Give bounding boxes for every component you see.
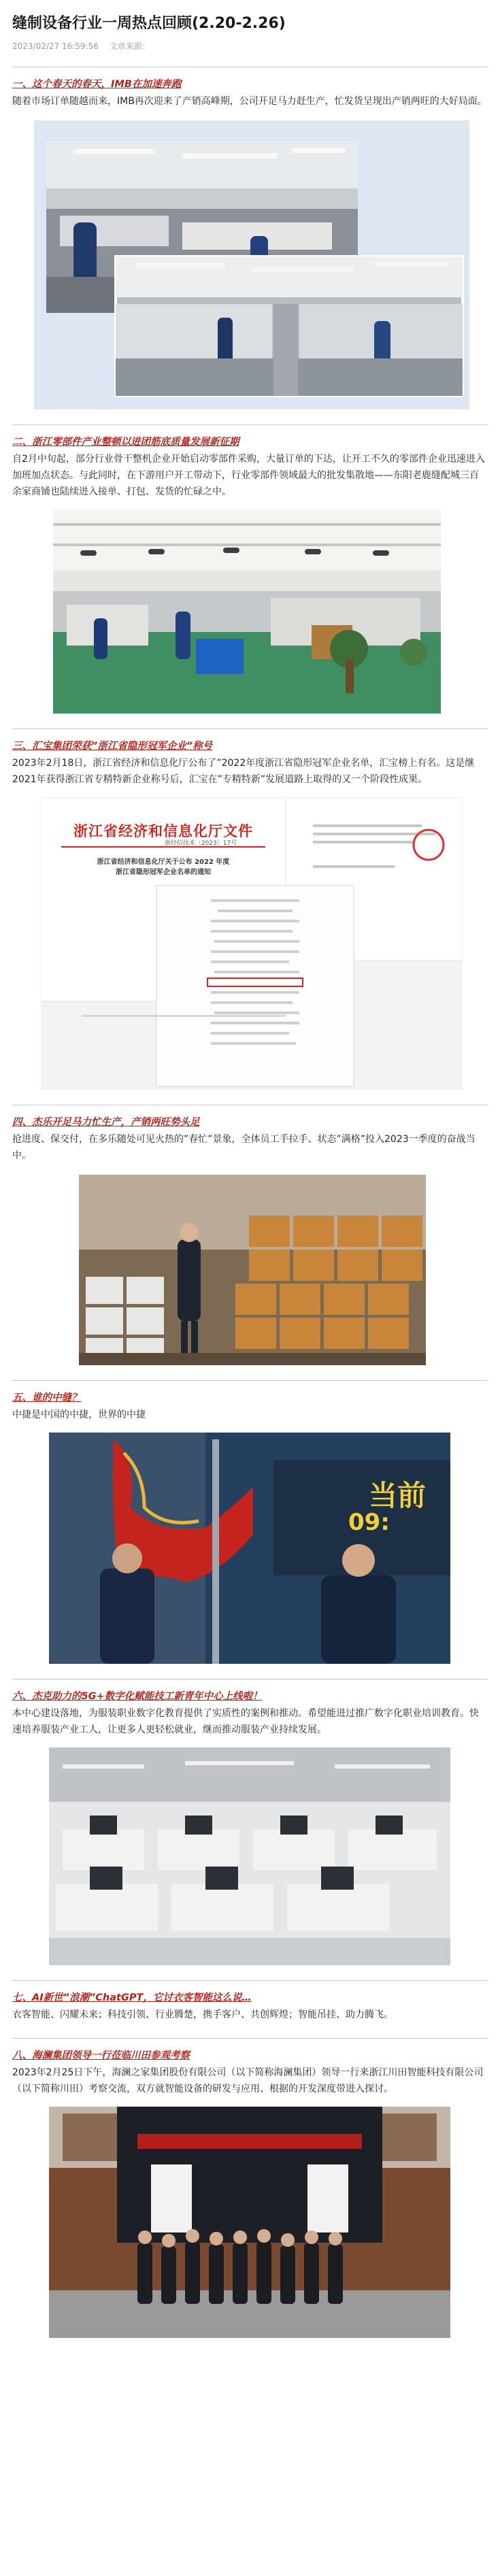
section-divider (12, 1380, 488, 1381)
section-body: 抢进度、保交付，在多乐随处可见火热的”春忙”景象，全体员工手拉手、状态”满格”投入2023一季度的奋战当中。 (12, 1134, 476, 1161)
warehouse-boxes-image (79, 1175, 426, 1365)
section-divider (12, 424, 488, 425)
section-heading: 八、海澜集团领导一行莅临川田参观考察 (12, 2050, 190, 2061)
section-heading: 六、杰克助力的5G+数字化赋能技工新青年中心上线啦！ (12, 1691, 263, 1702)
factory-collage-image (34, 120, 469, 409)
section-body: 自2月中旬起，部分行业骨干整机企业开始启动零部件采购，大量订单的下达，让开工不久的零部件企业迅速进入加班加点状态。与此同时，在下游用户开工带动下，行业零部件领域最大的批发集散地——东阳老鹿缝配城三百余家商铺也陆续进入接单、打包、发货的忙碌之中。 (12, 454, 485, 497)
section-body: 中捷是中国的中捷，世界的中捷 (12, 1409, 146, 1420)
section-heading: 二、浙江零部件产业整顿以进团筋底质量发展新征期 (12, 437, 239, 448)
doc-title-line-1: 浙江省经济和信息化厅关于公布 2022 年度 (97, 858, 230, 866)
article-title: 缝制设备行业一周热点回顾(2.20-2.26) (12, 15, 286, 32)
section-body: 随着市场订单随越而来，IMB再次迎来了产销高峰期，公司开足马力赶生产，忙发货呈现出产销两旺的大好局面。 (12, 96, 487, 107)
section-body: 2023年2月25日下午，海澜之家集团股份有限公司（以下简称海澜集团）领导一行来浙江川田智能科技有限公司（以下简称川田）考察交流，双方就智能设备的研发与应用、根据的开发深度带进入探讨。 (12, 2067, 484, 2094)
banner-time: 09: (348, 1509, 390, 1536)
group-photo-image (49, 2107, 450, 2338)
section-body: 衣客智能、闪耀未来；科技引领、行业腾楚，携手客户、共创辉煌；智能吊挂、助力腾飞。 (12, 2009, 393, 2020)
parts-workshop-image (53, 509, 441, 714)
article-source: 文章来源： (109, 41, 150, 51)
section-heading: 七、AI新世”浪潮”ChatGPT，它讨衣客智能这么说… (12, 1992, 252, 2003)
section-body: 本中心建设落地，为服装职业数字化教育提供了实质性的案例和推动。希望能进过推广数字化职业培训教育。快速培养服装产业工人，让更多人更轻松就业，继而推动服装产业持续发展。 (12, 1708, 479, 1735)
doc-number: 浙经信技术〔2023〕17号 (164, 840, 237, 847)
section-heading: 一、这个春天的春天，IMB在加速奔跑 (12, 79, 182, 90)
section-heading: 三、汇宝集团荣获”浙江省隐形冠军企业”称号 (12, 741, 213, 752)
section-divider (12, 2038, 488, 2039)
doc-title-line-2: 浙江省隐形冠军企业名单的通知 (116, 869, 211, 876)
government-document-image (41, 797, 463, 1090)
publish-date: 2023/02/27 16:59:56 (12, 41, 99, 51)
section-heading: 五、谁的中缝？ (12, 1392, 82, 1403)
section-divider (12, 1980, 488, 1981)
article-meta (12, 39, 488, 53)
ceremony-banner-image (49, 1433, 450, 1664)
section-heading: 四、杰乐开足马力忙生产，产销两旺势头足 (12, 1117, 200, 1128)
section-body: 2023年2月18日，浙江省经济和信息化厅公布了”2022年度浙江省隐形冠军企业名单，汇宝榜上有名。这是继2021年获得浙江省专精特新企业称号后，汇宝在”专精特新”发展道路上取得的又一个阶段性成果。 (12, 758, 475, 785)
banner-text: 当前 (369, 1479, 427, 1512)
doc-header: 浙江省经济和信息化厅文件 (73, 822, 253, 839)
training-center-image (49, 1747, 450, 1965)
